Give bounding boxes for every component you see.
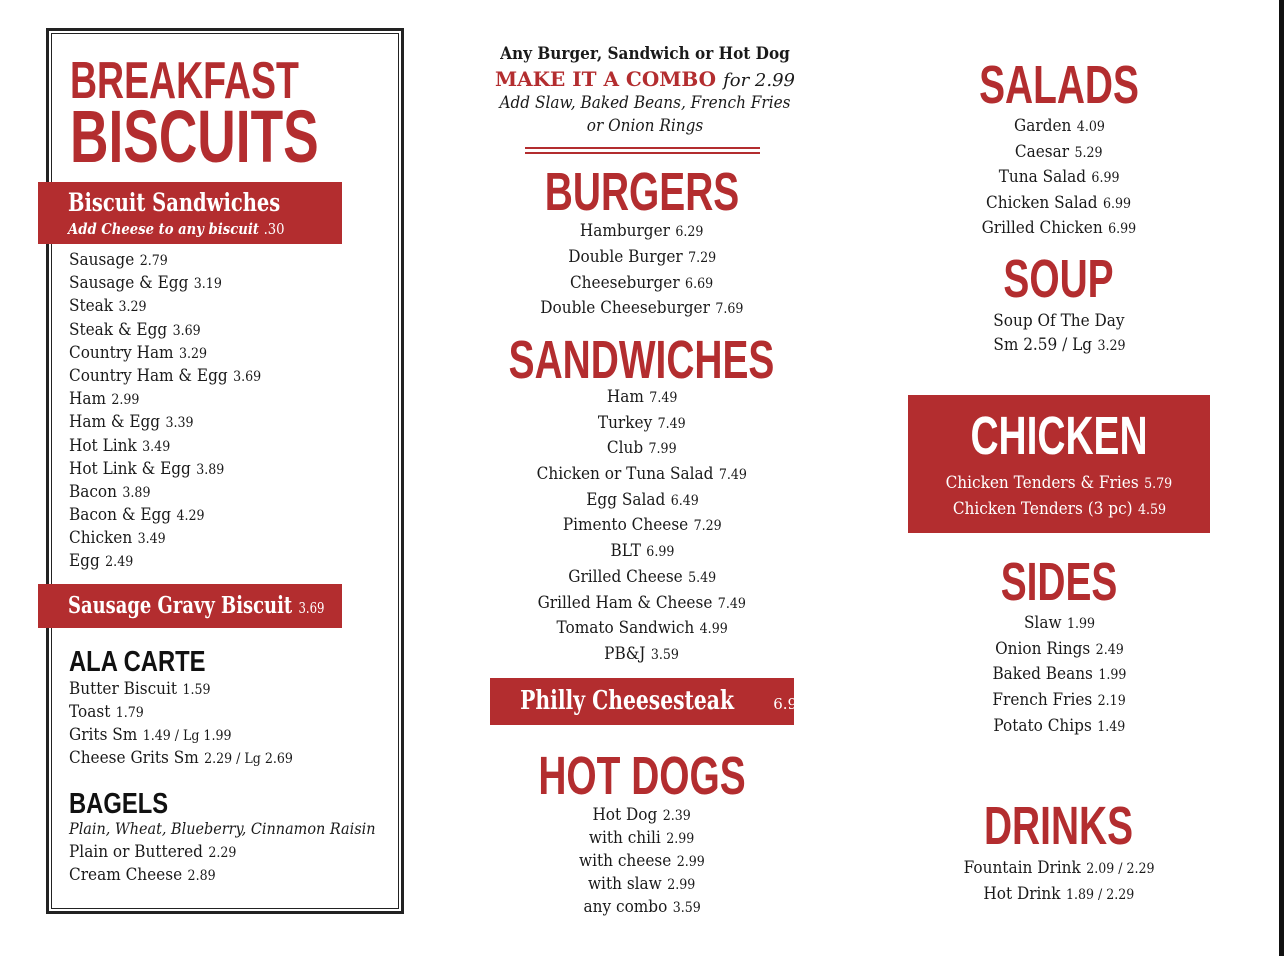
- list-item: [442, 296, 842, 322]
- item-name: Toast: [69, 702, 111, 722]
- item-name: Pimento Cheese: [562, 515, 688, 536]
- item-line: [588, 873, 695, 897]
- philly-price: 6.99: [773, 695, 807, 713]
- item-line: [607, 385, 677, 412]
- item-line: [589, 827, 694, 851]
- add-cheese-text: Add Cheese to any biscuit: [68, 220, 259, 238]
- item-name: Chicken Salad: [986, 192, 1099, 213]
- item-name: Sm 2.59 / Lg: [992, 335, 1092, 355]
- list-item: [69, 550, 261, 573]
- ala-carte-heading: ALA CARTE: [69, 646, 206, 678]
- item-name: Hot Drink: [983, 884, 1061, 904]
- add-cheese-price: .30: [263, 220, 285, 238]
- list-item: [69, 701, 293, 724]
- item-name: Cheese Grits Sm: [69, 748, 199, 768]
- item-name: Sausage & Egg: [69, 273, 189, 294]
- item-name: Ham: [69, 389, 106, 410]
- item-price: 2.29 / Lg 2.69: [204, 751, 293, 767]
- item-price: 1.49: [1096, 718, 1125, 735]
- list-item: [859, 714, 1259, 740]
- item-name: Egg: [69, 551, 100, 572]
- item-name: Tomato Sandwich: [556, 618, 695, 639]
- item-name: PB&J: [604, 643, 646, 664]
- list-item: [859, 855, 1259, 881]
- item-line: [964, 855, 1155, 882]
- item-name: Country Ham: [69, 342, 174, 363]
- item-price: 1.49 / Lg 1.99: [142, 728, 232, 744]
- item-line: [992, 662, 1126, 689]
- list-item: [859, 688, 1259, 714]
- item-line: [580, 219, 704, 246]
- item-name: Potato Chips: [993, 715, 1092, 736]
- list-item: [442, 488, 842, 514]
- list-item: [442, 539, 842, 565]
- salads-list: [859, 114, 1259, 242]
- item-price: 3.69: [172, 322, 201, 339]
- item-price: 6.99: [1108, 221, 1137, 237]
- item-name: Hot Link & Egg: [69, 458, 191, 479]
- item-price: 2.39: [663, 808, 692, 824]
- list-item: [442, 411, 842, 437]
- list-item: [859, 611, 1259, 637]
- item-name: Baked Beans: [992, 664, 1093, 685]
- item-price: 3.89: [122, 484, 151, 501]
- item-price: 2.19: [1097, 693, 1126, 710]
- item-price: 4.09: [1076, 119, 1105, 135]
- item-name: with slaw: [588, 874, 663, 894]
- chicken-heading-text: CHICKEN: [970, 406, 1148, 466]
- philly-item: [490, 686, 807, 716]
- item-name: Hot Link: [69, 435, 137, 456]
- item-name: Double Burger: [568, 246, 683, 267]
- breakfast-title: BREAKFAST: [70, 52, 299, 110]
- item-name: Cheeseburger: [570, 272, 681, 293]
- item-line: [568, 565, 716, 592]
- item-line: [583, 896, 700, 920]
- item-line: [1015, 140, 1103, 167]
- item-price: 3.39: [165, 415, 194, 432]
- combo-line-3: Add Slaw, Baked Beans, French Fries: [499, 93, 791, 113]
- item-name: Grits Sm: [69, 725, 138, 745]
- sides-heading: [859, 552, 1259, 612]
- list-item: [442, 896, 842, 919]
- item-name: Chicken: [69, 528, 133, 549]
- item-price: 7.49: [719, 467, 748, 484]
- sausage-gravy-item: [68, 592, 324, 619]
- drinks-heading-text: DRINKS: [984, 796, 1134, 856]
- salads-heading-text: SALADS: [979, 55, 1139, 115]
- list-item: [442, 616, 842, 642]
- hot-dogs-heading: [442, 746, 842, 806]
- item-price: 2.99: [111, 392, 140, 409]
- item-price: 5.49: [687, 569, 716, 586]
- item-price: 3.89: [196, 461, 225, 478]
- item-line: [984, 881, 1135, 908]
- item-line: [999, 165, 1120, 192]
- list-item: [69, 481, 261, 504]
- list-item: [69, 678, 293, 701]
- list-item: [69, 864, 236, 887]
- item-name: Garden: [1013, 116, 1071, 136]
- item-name: French Fries: [992, 690, 1093, 711]
- divider: [525, 147, 760, 149]
- chicken-banner: [908, 395, 1210, 533]
- item-price: 1.59: [182, 682, 211, 698]
- item-line: [586, 488, 699, 515]
- list-item: [859, 216, 1259, 242]
- item-line: [995, 637, 1124, 664]
- list-item: [859, 333, 1259, 357]
- item-price: 6.99: [1091, 170, 1120, 186]
- sandwiches-heading: [442, 330, 842, 390]
- add-cheese-note: [68, 220, 285, 238]
- item-line: [568, 245, 716, 272]
- item-line: [563, 513, 722, 540]
- item-line: [605, 642, 680, 669]
- bagels-heading: BAGELS: [69, 788, 169, 820]
- item-price: 3.59: [651, 646, 680, 663]
- list-item: [69, 295, 261, 318]
- item-price: 6.99: [645, 544, 674, 561]
- list-item: [442, 827, 842, 850]
- item-name: Bacon: [69, 481, 118, 502]
- item-name: Chicken Tenders (3 pc): [952, 499, 1133, 519]
- item-price: 2.79: [139, 253, 168, 269]
- item-price: 3.59: [672, 900, 701, 916]
- item-price: 3.49: [137, 531, 166, 548]
- item-line: [992, 688, 1125, 715]
- item-name: BLT: [610, 541, 641, 562]
- item-price: 6.29: [675, 224, 704, 240]
- item-name: Grilled Cheese: [568, 566, 683, 587]
- item-name: Ham & Egg: [69, 412, 161, 433]
- page-edge: [1279, 0, 1284, 956]
- item-line: [593, 804, 691, 828]
- bagels-list: [69, 841, 255, 887]
- item-price: 7.49: [718, 595, 747, 612]
- list-item: [859, 662, 1259, 688]
- combo-line-2: [440, 67, 850, 91]
- item-name: Cream Cheese: [69, 865, 183, 885]
- list-item: [442, 513, 842, 539]
- list-item: [69, 527, 261, 550]
- biscuits-title: BISCUITS: [70, 95, 319, 178]
- item-name: Caesar: [1015, 141, 1070, 162]
- item-price: 3.69: [233, 368, 262, 385]
- burgers-heading-text: BURGERS: [544, 162, 740, 222]
- list-item: [69, 249, 261, 272]
- item-name: Hamburger: [580, 221, 671, 241]
- item-price: 2.29: [208, 845, 237, 861]
- item-name: Chicken or Tuna Salad: [536, 464, 714, 485]
- item-price: 2.09 / 2.29: [1086, 861, 1155, 877]
- item-name: any combo: [583, 897, 668, 917]
- chicken-heading: [908, 406, 1210, 466]
- item-name: with chili: [589, 828, 662, 848]
- list-item: [442, 245, 842, 271]
- soup-list: [859, 309, 1259, 357]
- list-item: [859, 165, 1259, 191]
- list-item: [442, 804, 842, 827]
- item-price: 7.99: [648, 441, 677, 458]
- item-line: [579, 850, 705, 874]
- sides-list: [859, 611, 1259, 739]
- item-price: 3.29: [178, 345, 208, 362]
- sausage-gravy-banner: [38, 584, 342, 628]
- item-name: Tuna Salad: [998, 167, 1086, 187]
- item-line: [598, 411, 686, 438]
- list-item: [859, 637, 1259, 663]
- item-price: 1.99: [1066, 616, 1095, 632]
- item-name: Turkey: [598, 412, 653, 433]
- list-item: [442, 219, 842, 245]
- combo-price: for 2.99: [723, 70, 795, 91]
- make-it-a-combo: MAKE IT A COMBO: [495, 67, 717, 91]
- soup-heading-text: SOUP: [1003, 249, 1115, 309]
- list-item: [69, 411, 261, 434]
- item-name: with cheese: [579, 851, 672, 871]
- item-name: Hot Dog: [592, 805, 658, 825]
- list-item: [442, 642, 842, 668]
- item-line: [538, 591, 746, 618]
- list-item: [442, 873, 842, 896]
- list-item: [442, 850, 842, 873]
- list-item: [69, 272, 261, 295]
- list-item: [908, 470, 1210, 496]
- item-price: 5.29: [1074, 144, 1103, 161]
- item-name: Sausage: [69, 250, 135, 270]
- item-name: Slaw: [1023, 613, 1062, 633]
- list-item: [69, 841, 236, 864]
- item-price: 2.49: [1095, 641, 1124, 658]
- bagels-description: Plain, Wheat, Blueberry, Cinnamon Raisin: [69, 819, 376, 838]
- divider: [525, 152, 760, 154]
- combo-line-1: Any Burger, Sandwich or Hot Dog: [500, 44, 790, 64]
- item-line: [993, 714, 1125, 741]
- list-item: [69, 504, 261, 527]
- item-name: Butter Biscuit: [69, 679, 178, 699]
- item-line: [607, 436, 677, 463]
- item-price: 2.99: [667, 877, 696, 893]
- list-item: [859, 309, 1259, 333]
- list-item: [442, 436, 842, 462]
- item-price: 1.89 / 2.29: [1066, 887, 1135, 903]
- item-price: 2.99: [666, 831, 695, 847]
- list-item: [442, 271, 842, 297]
- item-price: 5.79: [1144, 476, 1173, 492]
- philly-name: Philly Cheesesteak: [520, 686, 734, 716]
- item-price: 3.49: [142, 438, 171, 455]
- item-name: Bacon & Egg: [69, 505, 172, 526]
- hot-dogs-list: [442, 804, 842, 919]
- sandwiches-list: [442, 385, 842, 668]
- item-price: 3.29: [1097, 338, 1126, 354]
- list-item: [908, 496, 1210, 522]
- item-name: Soup Of The Day: [993, 311, 1125, 331]
- item-price: 7.69: [715, 301, 744, 318]
- list-item: [442, 591, 842, 617]
- list-item: [442, 565, 842, 591]
- item-line: [610, 539, 674, 566]
- item-name: Grilled Ham & Cheese: [537, 592, 713, 613]
- item-line: [946, 470, 1173, 497]
- item-price: 7.49: [657, 415, 686, 432]
- list-item: [69, 388, 261, 411]
- list-item: [859, 881, 1259, 907]
- drinks-list: [859, 855, 1259, 907]
- item-name: Double Cheeseburger: [540, 298, 711, 319]
- list-item: [442, 462, 842, 488]
- burgers-heading: [442, 162, 842, 222]
- item-price: 2.99: [676, 854, 705, 870]
- item-price: 1.79: [115, 705, 144, 721]
- item-name: Plain or Buttered: [69, 842, 203, 862]
- sandwiches-heading-text: SANDWICHES: [509, 330, 775, 390]
- item-price: 6.99: [1103, 195, 1132, 212]
- item-line: [540, 296, 743, 323]
- philly-cheesesteak-banner: [490, 678, 807, 725]
- item-name: Egg Salad: [585, 489, 665, 510]
- item-name: Fountain Drink: [963, 858, 1081, 878]
- item-line: [556, 616, 727, 643]
- item-price: 2.49: [105, 554, 134, 571]
- biscuit-sandwich-list: [69, 249, 282, 574]
- biscuit-sandwiches-heading: Biscuit Sandwiches: [68, 188, 281, 217]
- item-price: 7.49: [649, 390, 678, 406]
- sides-heading-text: SIDES: [1000, 552, 1118, 612]
- item-line: [537, 462, 747, 489]
- sausage-gravy-name: Sausage Gravy Biscuit: [68, 592, 293, 619]
- list-item: [69, 724, 293, 747]
- item-line: [993, 309, 1124, 333]
- list-item: [442, 385, 842, 411]
- item-line: [952, 496, 1165, 523]
- item-line: [1023, 611, 1094, 638]
- item-name: Steak & Egg: [69, 319, 168, 340]
- item-price: 7.29: [687, 249, 716, 266]
- item-price: 4.59: [1137, 502, 1166, 518]
- item-line: [993, 333, 1125, 358]
- item-line: [570, 271, 713, 298]
- soup-heading: [859, 249, 1259, 309]
- item-price: 4.99: [699, 621, 728, 638]
- list-item: [69, 319, 261, 342]
- combo-line-4: or Onion Rings: [586, 116, 704, 136]
- item-name: Steak: [69, 296, 114, 317]
- drinks-heading: [859, 796, 1259, 856]
- list-item: [859, 191, 1259, 217]
- item-name: Country Ham & Egg: [69, 365, 228, 386]
- salads-heading: [859, 55, 1259, 115]
- list-item: [859, 140, 1259, 166]
- list-item: [69, 365, 261, 388]
- item-name: Ham: [606, 387, 644, 407]
- list-item: [69, 435, 261, 458]
- item-price: 3.19: [193, 276, 222, 293]
- item-name: Club: [607, 438, 644, 459]
- list-item: [69, 458, 261, 481]
- item-price: 2.89: [187, 868, 216, 884]
- ala-carte-list: [69, 678, 318, 770]
- item-name: Chicken Tenders & Fries: [945, 473, 1139, 493]
- item-price: 6.69: [685, 275, 714, 292]
- burgers-list: [442, 219, 842, 322]
- list-item: [69, 342, 261, 365]
- item-line: [987, 191, 1132, 218]
- list-item: [69, 747, 293, 770]
- item-line: [982, 216, 1137, 243]
- item-name: Grilled Chicken: [981, 218, 1103, 238]
- item-price: 6.49: [670, 492, 699, 509]
- item-line: [1014, 114, 1105, 141]
- hot-dogs-heading-text: HOT DOGS: [538, 746, 746, 806]
- sausage-gravy-price: 3.69: [298, 599, 325, 617]
- biscuit-sandwiches-banner: [38, 182, 342, 244]
- list-item: [859, 114, 1259, 140]
- chicken-list: [908, 470, 1210, 522]
- item-price: 1.99: [1097, 667, 1126, 684]
- item-price: 4.29: [176, 508, 205, 525]
- item-name: Onion Rings: [994, 638, 1090, 659]
- item-price: 3.29: [118, 299, 147, 316]
- item-price: 7.29: [693, 518, 722, 535]
